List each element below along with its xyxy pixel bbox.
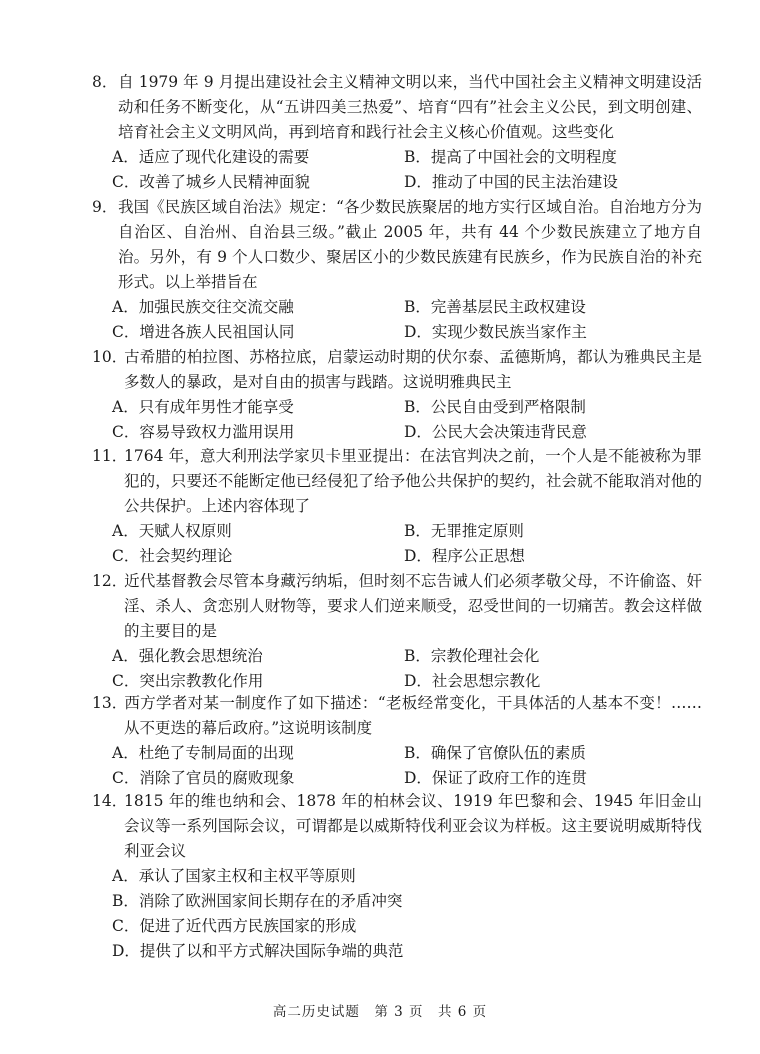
option-b: B．消除了欧洲国家间长期存在的矛盾冲突	[112, 892, 403, 910]
option-c: C．容易导致权力滥用误用	[112, 423, 295, 441]
question-number: 9．	[92, 198, 118, 216]
option-b: B．无罪推定原则	[404, 522, 524, 540]
option-c: C．促进了近代西方民族国家的形成	[112, 917, 357, 935]
option-a: A．只有成年男性才能享受	[112, 398, 294, 416]
option-d: D．提供了以和平方式解决国际争端的典范	[112, 942, 404, 960]
question-number: 10．	[92, 348, 128, 366]
question-stem: 12．近代基督教会尽管本身藏污纳垢，但时刻不忘告诫人们必须孝敬父母，不许偷盗、奸淫、杀人、贪恋别人财物等，要求人们逆来顺受，忍受世间的一切痛苦。教会这样做的主要目的是	[92, 569, 702, 644]
option-a: A．加强民族交往交流交融	[112, 298, 294, 316]
option-c: C．消除了官员的腐败现象	[112, 769, 295, 787]
option-d: D．实现少数民族当家作主	[404, 323, 587, 341]
option-d: D．社会思想宗教化	[404, 672, 541, 690]
option-a: A．适应了现代化建设的需要	[112, 148, 310, 166]
option-a: A．承认了国家主权和主权平等原则	[112, 867, 356, 885]
question-stem: 8．自 1979 年 9 月提出建设社会主义精神文明以来，当代中国社会主义精神文明建设活动和任务不断变化，从“五讲四美三热爱”、培育“四有”社会主义公民，到文明创建、培育社会主义文明风尚，再到培育和践行社会主义核心价值观。这些变化	[92, 70, 702, 145]
question-stem: 9．我国《民族区域自治法》规定：“各少数民族聚居的地方实行区域自治。自治地方分为自治区、自治州、自治县三级。”截止 2005 年，共有 44 个少数民族建立了地方自治。另外，有 9 个人口数少、聚居区小的少数民族建有民族乡，作为民族自治的补充形式。以上举措旨在	[92, 195, 702, 295]
option-d: D．程序公正思想	[404, 547, 525, 565]
question-13	[92, 691, 702, 791]
question-12	[92, 569, 702, 694]
question-stem: 13．西方学者对某一制度作了如下描述：“老板经常变化，干具体活的人基本不变！……从不更迭的幕后政府。”这说明该制度	[92, 691, 702, 741]
question-number: 13．	[92, 694, 128, 712]
option-b: B．宗教伦理社会化	[404, 647, 540, 665]
option-c: C．突出宗教教化作用	[112, 672, 264, 690]
question-number: 14．	[92, 792, 128, 810]
options	[112, 395, 702, 445]
question-14	[92, 789, 702, 964]
option-a: A．强化教会思想统治	[112, 647, 263, 665]
option-b: B．完善基层民主政权建设	[404, 298, 586, 316]
question-stem: 10．古希腊的柏拉图、苏格拉底，启蒙运动时期的伏尔泰、孟德斯鸠，都认为雅典民主是多数人的暴政，是对自由的损害与践踏。这说明雅典民主	[92, 345, 702, 395]
question-number: 11．	[92, 447, 128, 465]
option-d: D．公民大会决策违背民意	[404, 423, 587, 441]
option-c: C．社会契约理论	[112, 547, 233, 565]
option-a: A．杜绝了专制局面的出现	[112, 744, 294, 762]
question-number: 8．	[92, 73, 118, 91]
options	[112, 295, 702, 345]
page-footer: 高二历史试题 第 3 页 共 6 页	[272, 1004, 488, 1020]
option-b: B．提高了中国社会的文明程度	[404, 148, 617, 166]
question-8	[92, 70, 702, 195]
question-10	[92, 345, 702, 445]
options	[112, 741, 702, 791]
options	[112, 519, 702, 569]
options	[112, 644, 702, 694]
options	[112, 864, 702, 964]
question-number: 12．	[92, 572, 128, 590]
question-9	[92, 195, 702, 345]
question-stem: 11．1764 年，意大利刑法学家贝卡里亚提出：在法官判决之前，一个人是不能被称为罪犯的，只要还不能断定他已经侵犯了给予他公共保护的契约，社会就不能取消对他的公共保护。上述内容体现了	[92, 444, 702, 519]
option-b: B．公民自由受到严格限制	[404, 398, 586, 416]
question-stem: 14．1815 年的维也纳和会、1878 年的柏林会议、1919 年巴黎和会、1945 年旧金山会议等一系列国际会议，可谓都是以威斯特伐利亚会议为样板。这主要说明威斯特伐利亚会议	[92, 789, 702, 864]
option-d: D．推动了中国的民主法治建设	[404, 173, 618, 191]
option-c: C．增进各族人民祖国认同	[112, 323, 295, 341]
options	[112, 145, 702, 195]
option-c: C．改善了城乡人民精神面貌	[112, 173, 310, 191]
option-a: A．天赋人权原则	[112, 522, 232, 540]
question-11	[92, 444, 702, 569]
option-b: B．确保了官僚队伍的素质	[404, 744, 586, 762]
option-d: D．保证了政府工作的连贯	[404, 769, 587, 787]
